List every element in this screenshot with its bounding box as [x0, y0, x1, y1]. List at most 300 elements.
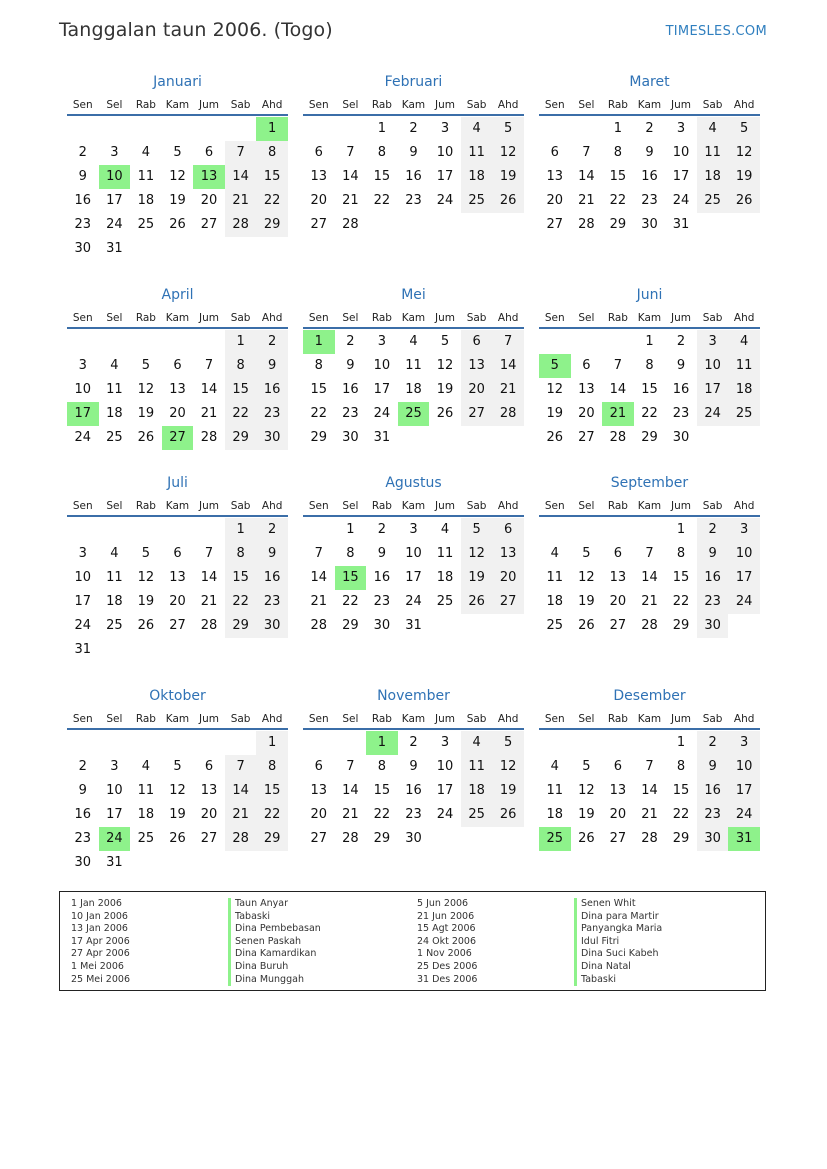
weekday-label: Rab	[371, 311, 392, 324]
day-cell: 26	[492, 803, 524, 827]
day-cell: 21	[200, 406, 218, 421]
day-cell: 3	[728, 731, 760, 755]
day-cell: 27	[310, 831, 328, 846]
weekday-label: Sen	[72, 499, 93, 512]
day-cell: 12	[461, 542, 493, 566]
empty-cell	[571, 117, 603, 141]
weekday-label: Sen	[308, 98, 329, 111]
week-row	[539, 827, 760, 851]
day-cell: 30	[405, 831, 422, 846]
day-cell: 18	[137, 193, 155, 208]
day-cell: 5	[492, 731, 524, 755]
empty-cell	[539, 518, 571, 542]
day-cell: 28	[225, 213, 257, 237]
week-row	[539, 518, 760, 542]
empty-cell	[429, 426, 461, 450]
day-cell: 22	[373, 193, 391, 208]
day-cell: 19	[492, 779, 524, 803]
day-cell: 23	[373, 594, 391, 609]
legend-holiday-name: Dina para Martir	[574, 911, 662, 924]
month-name: Desember	[613, 688, 686, 704]
day-cell: 23	[697, 590, 729, 614]
legend-holiday-name: Idul Fitri	[574, 936, 662, 949]
day-cell: 25	[697, 189, 729, 213]
day-cell: 18	[546, 807, 564, 822]
weekday-label: Ahd	[497, 98, 519, 111]
day-cell: 9	[256, 354, 288, 378]
empty-cell	[429, 614, 461, 638]
day-cell: 28	[342, 217, 359, 232]
month-name: September	[610, 475, 689, 491]
empty-cell	[193, 851, 225, 875]
day-cell: 28	[200, 430, 218, 445]
empty-cell	[130, 731, 162, 755]
day-cell-holiday: 13	[193, 165, 225, 189]
day-cell: 29	[641, 430, 658, 445]
weekday-label: Rab	[607, 499, 628, 512]
week-row	[67, 213, 288, 237]
week-row	[67, 566, 288, 590]
empty-cell	[225, 117, 257, 141]
day-cell: 13	[578, 382, 595, 397]
day-cell: 2	[256, 330, 288, 354]
day-cell: 14	[342, 169, 359, 184]
empty-cell	[225, 851, 257, 875]
weekday-label: Ahd	[733, 499, 755, 512]
day-cell: 2	[697, 518, 729, 542]
empty-cell	[335, 117, 367, 141]
empty-cell	[162, 330, 194, 354]
day-cell: 24	[405, 594, 422, 609]
empty-cell	[130, 117, 162, 141]
day-cell: 21	[310, 594, 328, 609]
day-cell: 12	[578, 783, 595, 798]
weekday-label: Sel	[342, 499, 359, 512]
day-cell: 2	[78, 145, 87, 160]
month-name: Februari	[384, 74, 443, 90]
day-cell: 15	[310, 382, 328, 397]
day-cell: 24	[74, 430, 92, 445]
day-cell: 7	[204, 358, 214, 373]
day-cell: 19	[137, 594, 155, 609]
day-cell: 19	[492, 165, 524, 189]
empty-cell	[335, 731, 367, 755]
day-cell: 8	[377, 145, 387, 160]
day-cell: 4	[461, 117, 493, 141]
week-row	[67, 851, 288, 875]
weekday-header	[303, 496, 524, 517]
day-cell: 22	[672, 807, 690, 822]
month-desember	[539, 687, 760, 851]
day-cell: 26	[728, 189, 760, 213]
day-cell: 3	[409, 522, 418, 537]
empty-cell	[303, 518, 335, 542]
week-row	[539, 803, 760, 827]
empty-cell	[256, 638, 288, 662]
day-cell: 21	[200, 594, 218, 609]
day-cell: 27	[461, 402, 493, 426]
day-cell: 12	[137, 570, 155, 585]
weekday-label: Sel	[106, 311, 123, 324]
day-cell: 30	[373, 618, 391, 633]
weekday-label: Sab	[702, 712, 723, 725]
legend-date: 1 Jan 2006	[71, 898, 122, 909]
weekday-label: Sel	[578, 311, 595, 324]
day-cell: 31	[74, 642, 92, 657]
day-cell: 7	[225, 755, 257, 779]
empty-cell	[162, 851, 194, 875]
month-name: Juli	[167, 475, 188, 491]
day-cell: 19	[461, 566, 493, 590]
day-cell: 5	[440, 334, 450, 349]
day-cell: 9	[409, 145, 418, 160]
month-name: Juni	[636, 287, 663, 303]
weekday-label: Jum	[435, 712, 456, 725]
day-cell: 15	[225, 378, 257, 402]
empty-cell	[461, 426, 493, 450]
empty-cell	[366, 213, 398, 237]
day-cell: 20	[310, 193, 328, 208]
day-cell: 27	[546, 217, 564, 232]
day-cell: 23	[697, 803, 729, 827]
day-cell: 17	[436, 169, 454, 184]
week-row	[67, 117, 288, 141]
weekday-label: Rab	[607, 311, 628, 324]
week-row	[539, 566, 760, 590]
day-cell: 19	[169, 193, 186, 208]
day-cell: 8	[645, 358, 654, 373]
day-cell: 21	[342, 807, 359, 822]
week-row	[67, 189, 288, 213]
day-cell: 24	[697, 402, 729, 426]
holiday-legend	[59, 891, 766, 991]
empty-cell	[162, 117, 194, 141]
day-cell: 15	[609, 169, 627, 184]
empty-cell	[539, 117, 571, 141]
day-cell: 13	[461, 354, 493, 378]
weekday-header	[303, 308, 524, 329]
day-cell: 3	[676, 121, 686, 136]
legend-date: 17 Apr 2006	[71, 935, 130, 947]
day-cell: 14	[225, 165, 257, 189]
day-cell: 11	[137, 169, 155, 184]
empty-cell	[130, 518, 162, 542]
day-cell: 27	[609, 618, 627, 633]
weekday-label: Sen	[544, 311, 565, 324]
weekday-label: Sen	[72, 98, 93, 111]
day-cell: 23	[256, 590, 288, 614]
weekday-label: Rab	[135, 311, 156, 324]
empty-cell	[130, 638, 162, 662]
day-cell: 13	[310, 169, 328, 184]
day-cell: 24	[373, 406, 391, 421]
day-cell: 23	[256, 402, 288, 426]
empty-cell	[571, 731, 603, 755]
day-cell: 19	[546, 406, 564, 421]
weekday-label: Jum	[199, 311, 220, 324]
day-cell: 14	[492, 354, 524, 378]
day-cell: 14	[310, 570, 328, 585]
week-row	[303, 189, 524, 213]
day-cell: 26	[137, 618, 155, 633]
day-cell: 14	[225, 779, 257, 803]
weekday-label: Rab	[135, 712, 156, 725]
day-cell: 5	[461, 518, 493, 542]
day-cell: 10	[405, 546, 422, 561]
day-cell: 11	[461, 755, 493, 779]
empty-cell	[429, 827, 461, 851]
day-cell: 20	[200, 807, 218, 822]
day-cell: 30	[256, 426, 288, 450]
day-cell: 11	[405, 358, 422, 373]
day-cell-holiday: 27	[162, 426, 194, 450]
weekday-label: Sen	[544, 98, 565, 111]
week-row	[67, 803, 288, 827]
day-cell: 28	[310, 618, 328, 633]
day-cell: 18	[546, 594, 564, 609]
weekday-label: Sel	[106, 98, 123, 111]
weekday-label: Sel	[578, 712, 595, 725]
day-cell: 22	[373, 807, 391, 822]
day-cell: 2	[256, 518, 288, 542]
week-row	[303, 542, 524, 566]
legend-holiday-name: Dina Kamardikan	[228, 948, 321, 961]
day-cell: 5	[141, 358, 151, 373]
day-cell: 9	[377, 546, 387, 561]
week-row	[539, 731, 760, 755]
legend-holiday-name: Dina Natal	[574, 961, 662, 974]
day-cell: 13	[609, 570, 627, 585]
legend-holiday-name: Dina Buruh	[228, 961, 321, 974]
day-cell: 18	[697, 165, 729, 189]
day-cell: 3	[697, 330, 729, 354]
day-cell: 20	[169, 594, 186, 609]
empty-cell	[303, 731, 335, 755]
day-cell: 4	[461, 731, 493, 755]
weekday-label: Jum	[671, 499, 692, 512]
brand-link[interactable]: TIMESLES.COM	[665, 24, 767, 39]
day-cell: 6	[550, 145, 559, 160]
weekday-header	[303, 709, 524, 730]
page-title: Tanggalan taun 2006. (Togo)	[59, 19, 333, 41]
day-cell: 14	[609, 382, 627, 397]
weekday-label: Sab	[466, 712, 487, 725]
day-cell: 9	[78, 783, 87, 798]
day-cell: 4	[550, 546, 559, 561]
weekday-label: Kam	[637, 98, 662, 111]
day-cell: 16	[697, 566, 729, 590]
day-cell: 1	[225, 518, 257, 542]
day-cell: 10	[436, 759, 454, 774]
day-cell: 6	[314, 759, 323, 774]
day-cell: 17	[728, 566, 760, 590]
week-row	[67, 378, 288, 402]
day-cell: 17	[106, 193, 123, 208]
day-cell: 12	[169, 783, 186, 798]
week-row	[539, 165, 760, 189]
weekday-label: Sel	[106, 499, 123, 512]
day-cell: 26	[436, 406, 454, 421]
day-cell: 8	[377, 759, 387, 774]
day-cell: 3	[110, 759, 119, 774]
empty-cell	[99, 330, 131, 354]
week-row	[67, 614, 288, 638]
month-name: Maret	[629, 74, 670, 90]
month-juni	[539, 286, 760, 450]
day-cell: 15	[373, 783, 391, 798]
day-cell: 2	[78, 759, 87, 774]
day-cell: 10	[106, 783, 123, 798]
day-cell: 30	[697, 827, 729, 851]
weekday-label: Jum	[199, 712, 220, 725]
empty-cell	[602, 518, 634, 542]
day-cell: 29	[225, 426, 257, 450]
week-row	[303, 779, 524, 803]
weekday-label: Sab	[702, 98, 723, 111]
weekday-label: Ahd	[261, 712, 283, 725]
empty-cell	[634, 518, 666, 542]
day-cell: 9	[697, 755, 729, 779]
day-cell: 25	[728, 402, 760, 426]
day-cell: 15	[373, 169, 391, 184]
day-cell: 17	[405, 570, 422, 585]
empty-cell	[728, 213, 760, 237]
day-cell: 2	[409, 735, 418, 750]
day-cell: 29	[256, 213, 288, 237]
day-cell: 29	[310, 430, 328, 445]
day-cell: 24	[74, 618, 92, 633]
week-row	[539, 213, 760, 237]
day-cell: 19	[728, 165, 760, 189]
day-cell: 8	[256, 755, 288, 779]
week-row	[67, 426, 288, 450]
empty-cell	[303, 117, 335, 141]
day-cell: 4	[697, 117, 729, 141]
day-cell: 16	[697, 779, 729, 803]
day-cell: 21	[641, 594, 658, 609]
weekday-label: Rab	[371, 499, 392, 512]
empty-cell	[225, 237, 257, 261]
day-cell: 11	[461, 141, 493, 165]
week-row	[539, 354, 760, 378]
day-cell-holiday: 1	[366, 731, 398, 755]
legend-holiday-name: Dina Suci Kabeh	[574, 948, 662, 961]
day-cell: 14	[641, 783, 658, 798]
empty-cell	[193, 638, 225, 662]
empty-cell	[193, 731, 225, 755]
week-row	[303, 827, 524, 851]
week-row	[303, 402, 524, 426]
day-cell: 27	[200, 217, 218, 232]
weekday-label: Sab	[466, 311, 487, 324]
legend-holiday-name: Tabaski	[228, 911, 321, 924]
day-cell: 29	[373, 831, 391, 846]
week-row	[67, 402, 288, 426]
day-cell: 30	[342, 430, 359, 445]
week-row	[539, 402, 760, 426]
legend-holiday-name: Tabaski	[574, 974, 662, 987]
day-cell: 27	[578, 430, 595, 445]
day-cell: 3	[440, 735, 450, 750]
day-cell: 26	[169, 217, 186, 232]
day-cell: 1	[676, 522, 686, 537]
day-cell: 12	[137, 382, 155, 397]
day-cell: 14	[200, 570, 218, 585]
empty-cell	[67, 731, 99, 755]
day-cell-holiday: 25	[398, 402, 430, 426]
day-cell: 10	[373, 358, 391, 373]
week-row	[67, 330, 288, 354]
day-cell: 11	[137, 783, 155, 798]
empty-cell	[193, 237, 225, 261]
day-cell: 11	[697, 141, 729, 165]
week-row	[303, 378, 524, 402]
day-cell: 29	[225, 614, 257, 638]
day-cell-holiday: 15	[335, 566, 367, 590]
day-cell: 28	[609, 430, 627, 445]
weekday-label: Kam	[165, 712, 190, 725]
day-cell: 27	[169, 618, 186, 633]
week-row	[67, 638, 288, 662]
day-cell: 2	[377, 522, 387, 537]
day-cell: 23	[672, 406, 690, 421]
empty-cell	[398, 426, 430, 450]
day-cell: 21	[641, 807, 658, 822]
day-cell: 25	[461, 803, 493, 827]
day-cell: 2	[676, 334, 686, 349]
day-cell: 17	[106, 807, 123, 822]
day-cell: 2	[409, 121, 418, 136]
week-row	[539, 189, 760, 213]
day-cell: 9	[645, 145, 654, 160]
day-cell: 8	[613, 145, 623, 160]
day-cell: 13	[310, 783, 328, 798]
week-row	[303, 566, 524, 590]
empty-cell	[571, 518, 603, 542]
weekday-label: Jum	[671, 311, 692, 324]
day-cell: 10	[728, 755, 760, 779]
day-cell: 15	[225, 566, 257, 590]
day-cell: 18	[405, 382, 422, 397]
day-cell: 13	[492, 542, 524, 566]
day-cell: 17	[373, 382, 391, 397]
day-cell: 24	[728, 590, 760, 614]
day-cell: 15	[256, 779, 288, 803]
week-row	[303, 755, 524, 779]
day-cell: 5	[582, 759, 591, 774]
day-cell: 2	[346, 334, 355, 349]
empty-cell	[256, 237, 288, 261]
month-name: Agustus	[385, 475, 442, 491]
month-november	[303, 687, 524, 851]
week-row	[303, 731, 524, 755]
weekday-header	[67, 709, 288, 730]
empty-cell	[99, 117, 131, 141]
month-name: November	[377, 688, 450, 704]
day-cell: 20	[169, 406, 186, 421]
day-cell: 22	[256, 803, 288, 827]
empty-cell	[99, 638, 131, 662]
day-cell: 21	[492, 378, 524, 402]
day-cell: 1	[676, 735, 686, 750]
day-cell: 28	[342, 831, 359, 846]
empty-cell	[398, 213, 430, 237]
legend-date: 25 Des 2006	[417, 960, 478, 972]
day-cell: 28	[578, 217, 595, 232]
week-row	[539, 141, 760, 165]
weekday-label: Sel	[342, 98, 359, 111]
week-row	[539, 779, 760, 803]
